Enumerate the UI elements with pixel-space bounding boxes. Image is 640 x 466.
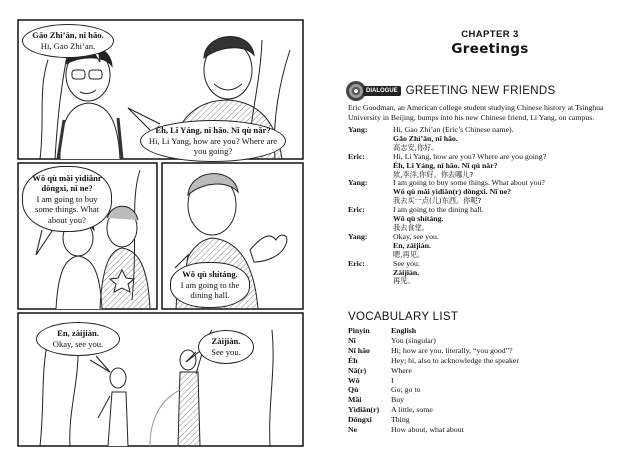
line-english: Hi, Li Yang, how are you? Where are you going? — [393, 151, 547, 161]
bubble-6-pinyin: Zàijiàn. — [211, 336, 241, 347]
chapter-title: Greetings — [451, 41, 529, 57]
dialogue-line — [348, 153, 618, 180]
speech-bubble-6 — [198, 330, 254, 364]
vocabulary-item — [348, 395, 618, 405]
line-pinyin: Gāo Zhì’ān, nǐ hǎo. — [393, 133, 458, 143]
dialogue-header — [346, 80, 555, 102]
line-english: See you. — [393, 258, 420, 268]
dialogue-line — [348, 179, 618, 206]
vocabulary-title: VOCABULARY LIST — [348, 311, 459, 323]
dialogue-intro: Eric Goodman, an American college student studying Chinese history at Tsinghua University in Beijing, bumps into his new Chinese friend, Li Yang, on campus. — [348, 103, 604, 122]
vocab-pinyin: Wǒ — [348, 375, 360, 385]
vocab-pinyin: Qù — [348, 385, 359, 395]
bubble-3-pinyin: Wǒ qù mǎi yìdiǎnr dōngxi, nǐ ne? — [32, 172, 102, 194]
dialogue-tag: DIALOGUE — [363, 86, 401, 96]
bubble-5-pinyin: En, zàijiàn. — [57, 328, 99, 339]
vocab-english: A little, some — [391, 405, 433, 415]
vocabulary-item — [348, 346, 618, 356]
vocab-pinyin: Ne — [348, 425, 358, 435]
vocab-pinyin: Nǐ hǎo — [348, 345, 370, 355]
bubble-6-english: See you. — [211, 347, 241, 357]
line-english: I am going to the dining hall. — [393, 205, 484, 215]
vocab-pinyin: Éh — [348, 355, 358, 365]
line-pinyin: Wǒ qù shítáng. — [393, 214, 444, 224]
vocab-english: Where — [391, 365, 412, 375]
vocab-pinyin: Dōngxi — [348, 415, 372, 425]
dialogue-line — [348, 126, 618, 153]
vocabulary-item — [348, 415, 618, 425]
vocabulary-item — [348, 356, 618, 366]
speech-bubble-5 — [36, 322, 120, 356]
header-pinyin: Pinyin — [348, 326, 370, 335]
speaker: Yang: — [348, 178, 368, 188]
vocab-pinyin: Nǐ — [348, 335, 356, 345]
vocabulary-header-row — [348, 326, 618, 336]
line-chinese: 再见。 — [393, 276, 415, 286]
bubble-1-english: Hi, Gao Zhi’an. — [40, 41, 96, 51]
line-pinyin: Wǒ qù mǎi yìdiǎn(r) dōngxi. Nǐ ne? — [393, 187, 512, 197]
dialogue-line — [348, 260, 618, 287]
line-english: I am going to buy some things. What about you? — [393, 178, 545, 188]
vocabulary-item — [348, 405, 618, 415]
vocab-pinyin: Mǎi — [348, 395, 362, 405]
bubble-2-pinyin: Éh, Lǐ Yáng, nǐ hǎo. Nǐ qù nǎr? — [155, 125, 271, 136]
bubble-3-english: I am going to buy some things. What about you? — [34, 193, 100, 225]
chapter-label: CHAPTER 3 — [461, 29, 519, 40]
vocab-english: Thing — [391, 415, 410, 425]
dialogue-title: GREETING NEW FRIENDS — [405, 85, 556, 97]
line-english: Hi, Gao Zhi’an (Eric’s Chinese name). — [393, 125, 514, 134]
bubble-1-pinyin: Gāo Zhì’ān, nǐ hǎo. — [32, 30, 104, 41]
speaker: Yang: — [348, 125, 368, 134]
line-pinyin: Zàijiàn. — [393, 267, 420, 277]
bubble-4-english: I am going to the dining hall. — [180, 279, 240, 301]
vocab-english: Hey; hi, also to acknowledge the speaker — [391, 355, 519, 365]
bubble-2-english: Hi, Li Yang, how are you? Where are you going? — [148, 135, 278, 157]
line-chinese: 嗯,再见。 — [393, 249, 425, 259]
vocabulary-item — [348, 385, 618, 395]
vocabulary-item — [348, 376, 618, 386]
speech-bubble-1 — [22, 24, 114, 58]
vocab-english: How about, what about — [391, 425, 464, 435]
vocabulary-item — [348, 425, 618, 435]
line-chinese: 欸,李洋,你好。你去哪儿? — [393, 169, 474, 179]
line-chinese: 高志安,你好。 — [393, 142, 439, 152]
speaker: Eric: — [348, 205, 365, 215]
speaker: Eric: — [348, 258, 365, 268]
line-english: Okay, see you. — [393, 231, 439, 241]
vocabulary-item — [348, 336, 618, 346]
header-english: English — [391, 326, 417, 335]
dialogue-transcript — [348, 126, 618, 286]
speech-bubble-4 — [170, 262, 250, 308]
line-chinese: 我去买一点(儿)东西。你呢? — [393, 196, 482, 206]
speech-bubble-2 — [140, 120, 286, 162]
vocab-english: Go; go to — [391, 385, 421, 395]
speaker: Eric: — [348, 151, 365, 161]
vocabulary-item — [348, 366, 618, 376]
vocab-english: I — [391, 375, 394, 385]
dialogue-line — [348, 233, 618, 260]
line-pinyin: Éh, Lǐ Yáng, nǐ hǎo. Nǐ qù nǎr? — [393, 160, 498, 170]
vocab-pinyin: Nǎ(r) — [348, 365, 367, 375]
bubble-4-pinyin: Wǒ qù shítáng. — [182, 269, 238, 280]
line-pinyin: En, zàijiàn. — [393, 240, 431, 250]
vocabulary-list — [348, 326, 618, 435]
dialogue-line — [348, 206, 618, 233]
speech-bubble-3 — [22, 166, 112, 232]
vocab-english: You (singular) — [391, 335, 436, 345]
bubble-5-english: Okay, see you. — [52, 339, 104, 349]
vocab-english: Hi; how are you, literally, “you good”? — [391, 345, 513, 355]
vocab-english: Buy — [391, 395, 404, 405]
vocab-pinyin: Yìdiǎn(r) — [348, 405, 380, 415]
line-chinese: 我去食堂。 — [393, 222, 429, 232]
speaker: Yang: — [348, 231, 368, 241]
